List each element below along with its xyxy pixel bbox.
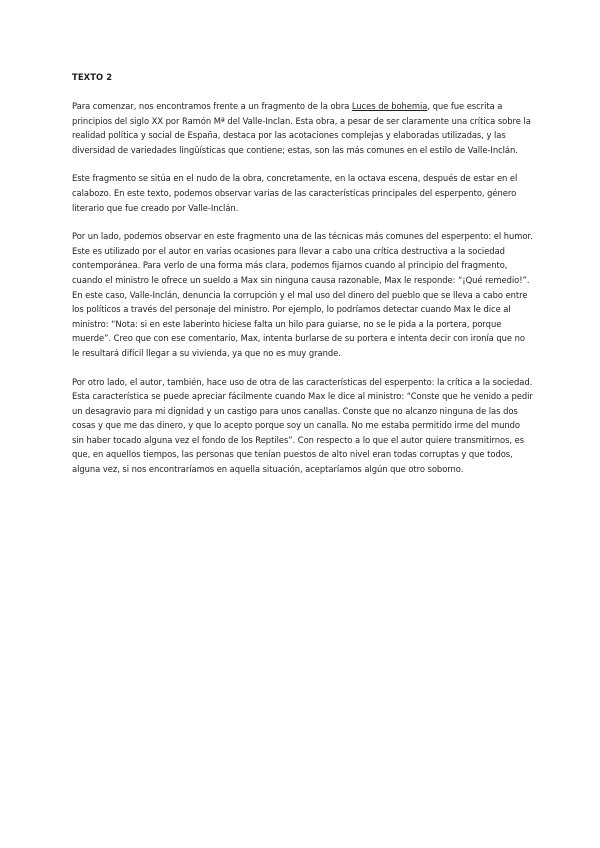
paragraph-humor: Por un lado, podemos observar en este fragmento una de las técnicas más comunes del esperpento: el humor. Este es utilizado por el autor en varias ocasiones para llevar a cabo una crítica destructiva a la sociedad contemporánea. Para verlo de una forma más clara, podemos fijarnos cuando al principio del fragmento, cuando el ministro le ofrece un sueldo a Max sin ninguna causa razonable, Max le responde: “¡Qué remedio!”. En este caso, Valle-Inclán, denuncia la corrupción y el mal uso del dinero del pueblo que se lleva a cabo entre los políticos a través del personaje del ministro. Por ejemplo, lo podríamos detectar cuando Max le dice al ministro: “Nota: si en este laberinto hiciese falta un hilo para guiarse, no se le pida a la portera, porque muerde”. Creo que con ese comentario, Max, intenta burlarse de su portera e intenta decir con ironía que no le resultará difícil llegar a su vivienda, ya que no es muy grande. — [72, 231, 533, 358]
document-title: TEXTO 2 — [72, 72, 113, 82]
paragraph-intro — [72, 99, 534, 157]
work-title-link[interactable]: Luces de bohemia — [351, 101, 428, 111]
paragraph-context: Este fragmento se sitúa en el nudo de la obra, concretamente, en la octava escena, después de estar en el calabozo. En este texto, podemos observar varias de las características principales del esperpento, género literario que fue creado por Valle-Inclán. — [72, 173, 518, 213]
paragraph-intro-text-end: , que fue escrita a principios del siglo XX por Ramón Mª del Valle-Inclan. Esta obra, a pesar de ser claramente una crítica sobre la realidad política y social de España, destaca por las acotaciones complejas y elaboradas utilizadas, y las diversidad de variedades lingüísticas que contiene; estas, son las más comunes en el estilo de Valle-Inclán. — [72, 101, 531, 155]
document-page — [72, 72, 534, 491]
paragraph-social-critique: Por otro lado, el autor, también, hace uso de otra de las características del esperpento: la crítica a la sociedad. Esta característica se puede apreciar fácilmente cuando Max le dice al ministro: “Conste que he venido a pedir un desagravio para mi dignidad y un castigo para unos canallas. Conste que no alcanzo ninguna de las dos cosas y que me das dinero, y que lo acepto porque soy un canalla. No me estaba permitido irme del mundo sin haber tocado alguna vez el fondo de los Reptiles”. Con respecto a lo que el autor quiere transmitirnos, es que, en aquellos tiempos, las personas que tenían puestos de alto nivel eran todas corruptas y que todos, alguna vez, si nos encontraríamos en aquella situación, aceptaríamos algún que otro soborno. — [72, 376, 533, 475]
paragraph-intro-text-start: Para comenzar, nos encontramos frente a un fragmento de la obra — [72, 101, 352, 111]
